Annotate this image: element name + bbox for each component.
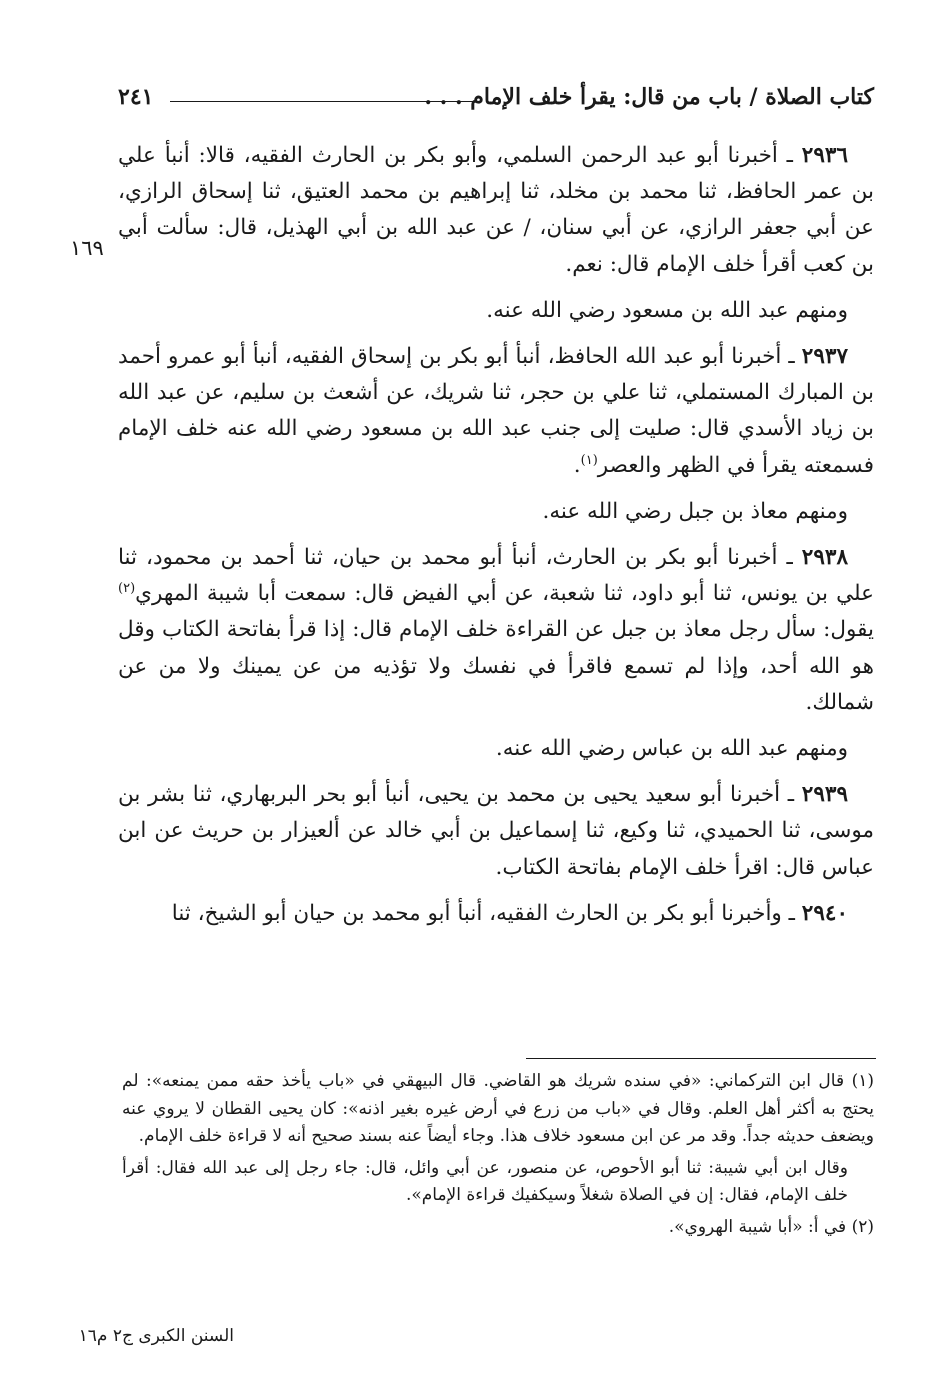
footnote-marker: (٢) bbox=[118, 581, 136, 597]
footnote-2: (٢) في أ: «أبا شيبة الهروي». bbox=[668, 1216, 874, 1237]
section-heading: ومنهم معاذ بن جبل رضي الله عنه. bbox=[542, 498, 848, 524]
book-signature: السنن الكبرى ج٢ م١٦ bbox=[78, 1326, 234, 1346]
hadith-text: ـ أخبرنا أبو سعيد يحيى بن محمد بن يحيى، أنبأ أبو بحر البربهاري، ثنا بشر بن موسى، ثنا الحميدي، ثنا وكيع، ثنا إسماعيل بن أبي خالد عن ألعيزار بن حريث عن ابن عباس قال: اقرأ خلف الإمام بفاتحة الكتاب. bbox=[118, 782, 874, 880]
hadith-2938 bbox=[118, 540, 874, 721]
footnote-1-continued: وقال ابن أبي شيبة: ثنا أبو الأحوص، عن منصور، عن أبي وائل، قال: جاء رجل إلى عبد الله فقال: أقرأ خلف الإمام، فقال: إن في الصلاة شغلاً وسيكفيك قراءة الإمام». bbox=[122, 1157, 848, 1205]
section-heading: ومنهم عبد الله بن مسعود رضي الله عنه. bbox=[486, 297, 848, 323]
hadith-text: ـ أخبرنا أبو عبد الله الحافظ، أنبأ أبو بكر بن إسحاق الفقيه، أنبأ أبو عمرو أحمد بن المبارك المستملي، ثنا علي بن حجر، ثنا شريك، عن أشعث بن سليم، عن عبد الله بن زياد الأسدي قال: صليت إلى جنب عبد الله بن مسعود رضي الله عنه خلف الإمام فسمعته يقرأ في الظهر والعصر bbox=[118, 344, 874, 478]
footnote-1: (١) قال ابن التركماني: «في سنده شريك هو القاضي. قال البيهقي في «باب يأخذ حقه ممن يمنعه»: لم يحتج به أكثر أهل العلم. وقال في «باب من زرع في أرض غيره بغير اذنه»: كان يحيى القطان لا يروي عنه ويضعف حديثه جداً. وقد مر عن ابن مسعود خلاف هذا. وجاء أيضاً عنه بسند صحيح أنه لا قراءة خلف الإمام. bbox=[122, 1071, 874, 1146]
hadith-text-tail: . bbox=[573, 452, 581, 478]
running-header bbox=[118, 84, 874, 118]
hadith-number: ٢٩٣٦ bbox=[801, 143, 848, 168]
footnote-rule bbox=[526, 1058, 876, 1059]
hadith-2936 bbox=[118, 138, 874, 283]
hadith-number: ٢٩٣٧ bbox=[801, 344, 848, 370]
hadith-number: ٢٩٤٠ bbox=[801, 900, 848, 926]
hadith-text: ـ أخبرنا أبو عبد الرحمن السلمي، وأبو بكر بن الحارث الفقيه، قالا: أنبأ علي بن عمر الحافظ، ثنا محمد بن مخلد، ثنا إبراهيم بن محمد العتيق، ثنا إسحاق الرازي، عن أبي جعفر الرازي، عن أبي سنان، / عن عبد الله بن أبي الهذيل، قال: سألت أبي بن كعب أقرأ خلف الإمام قال: نعم. bbox=[118, 143, 874, 277]
hadith-2937 bbox=[118, 339, 874, 484]
page-number: ٢٤١ bbox=[118, 84, 154, 110]
hadith-2939 bbox=[118, 777, 874, 886]
main-text bbox=[118, 138, 874, 942]
hadith-text: ـ وأخبرنا أبو بكر بن الحارث الفقيه، أنبأ أبو محمد بن حيان أبو الشيخ، ثنا bbox=[171, 900, 802, 926]
hadith-number: ٢٩٣٩ bbox=[801, 782, 848, 808]
footnote-marker: (١) bbox=[580, 452, 598, 468]
header-rule bbox=[170, 101, 474, 102]
footnotes bbox=[122, 1068, 874, 1245]
chapter-title: كتاب الصلاة / باب من قال: يقرأ خلف الإمام . . . bbox=[424, 84, 874, 110]
hadith-text: ـ أخبرنا أبو بكر بن الحارث، أنبأ أبو محمد بن حيان، ثنا أحمد بن محمود، ثنا علي بن يونس، ثنا أبو داود، ثنا شعبة، عن أبي الفيض قال: سمعت أبا شيبة المهري bbox=[118, 545, 874, 607]
hadith-2940 bbox=[118, 896, 874, 932]
hadith-text-tail: يقول: سأل رجل معاذ بن جبل عن القراءة خلف الإمام قال: إذا قرأ بفاتحة الكتاب وقل هو الله أحد، وإذا لم تسمع فاقرأ في نفسك ولا تؤذيه من عن يمينك ولا من عن شمالك. bbox=[118, 617, 874, 715]
hadith-number: ٢٩٣٨ bbox=[801, 545, 848, 571]
margin-note: ١٦٩ bbox=[70, 236, 104, 260]
section-heading: ومنهم عبد الله بن عباس رضي الله عنه. bbox=[495, 736, 848, 762]
